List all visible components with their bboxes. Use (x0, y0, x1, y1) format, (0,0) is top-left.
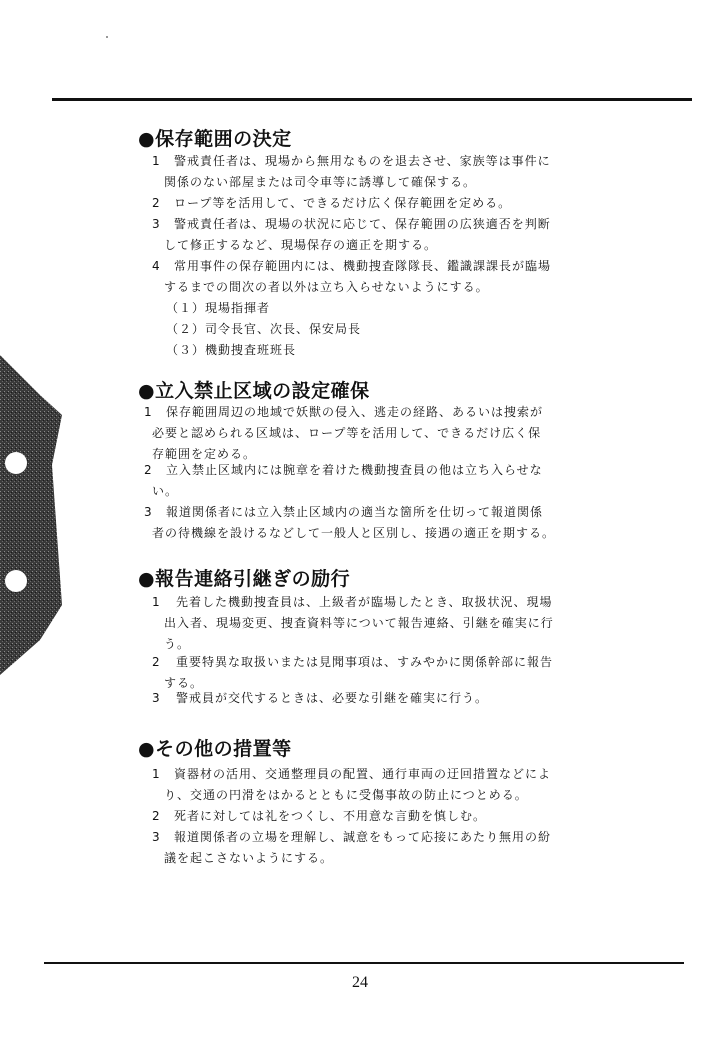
punch-hole-bottom (5, 570, 27, 592)
page-number: 24 (352, 974, 368, 991)
sub-list-item: （２）司令長官、次長、保安局長 (166, 322, 362, 336)
sub-list-item: （１）現場指揮者 (166, 301, 271, 315)
section-heading: ●保存範囲の決定 (138, 128, 292, 150)
bottom-rule (44, 962, 684, 964)
section-heading: ●報告連絡引継ぎの励行 (138, 568, 351, 590)
sub-list-item: （３）機動捜査班班長 (166, 343, 297, 357)
top-rule (52, 98, 692, 101)
section-heading: ●その他の措置等 (138, 738, 292, 760)
binding-edge-scan (0, 355, 62, 675)
scan-speck (106, 36, 108, 38)
section-heading: ●立入禁止区域の設定確保 (138, 380, 370, 402)
punch-hole-top (5, 452, 27, 474)
